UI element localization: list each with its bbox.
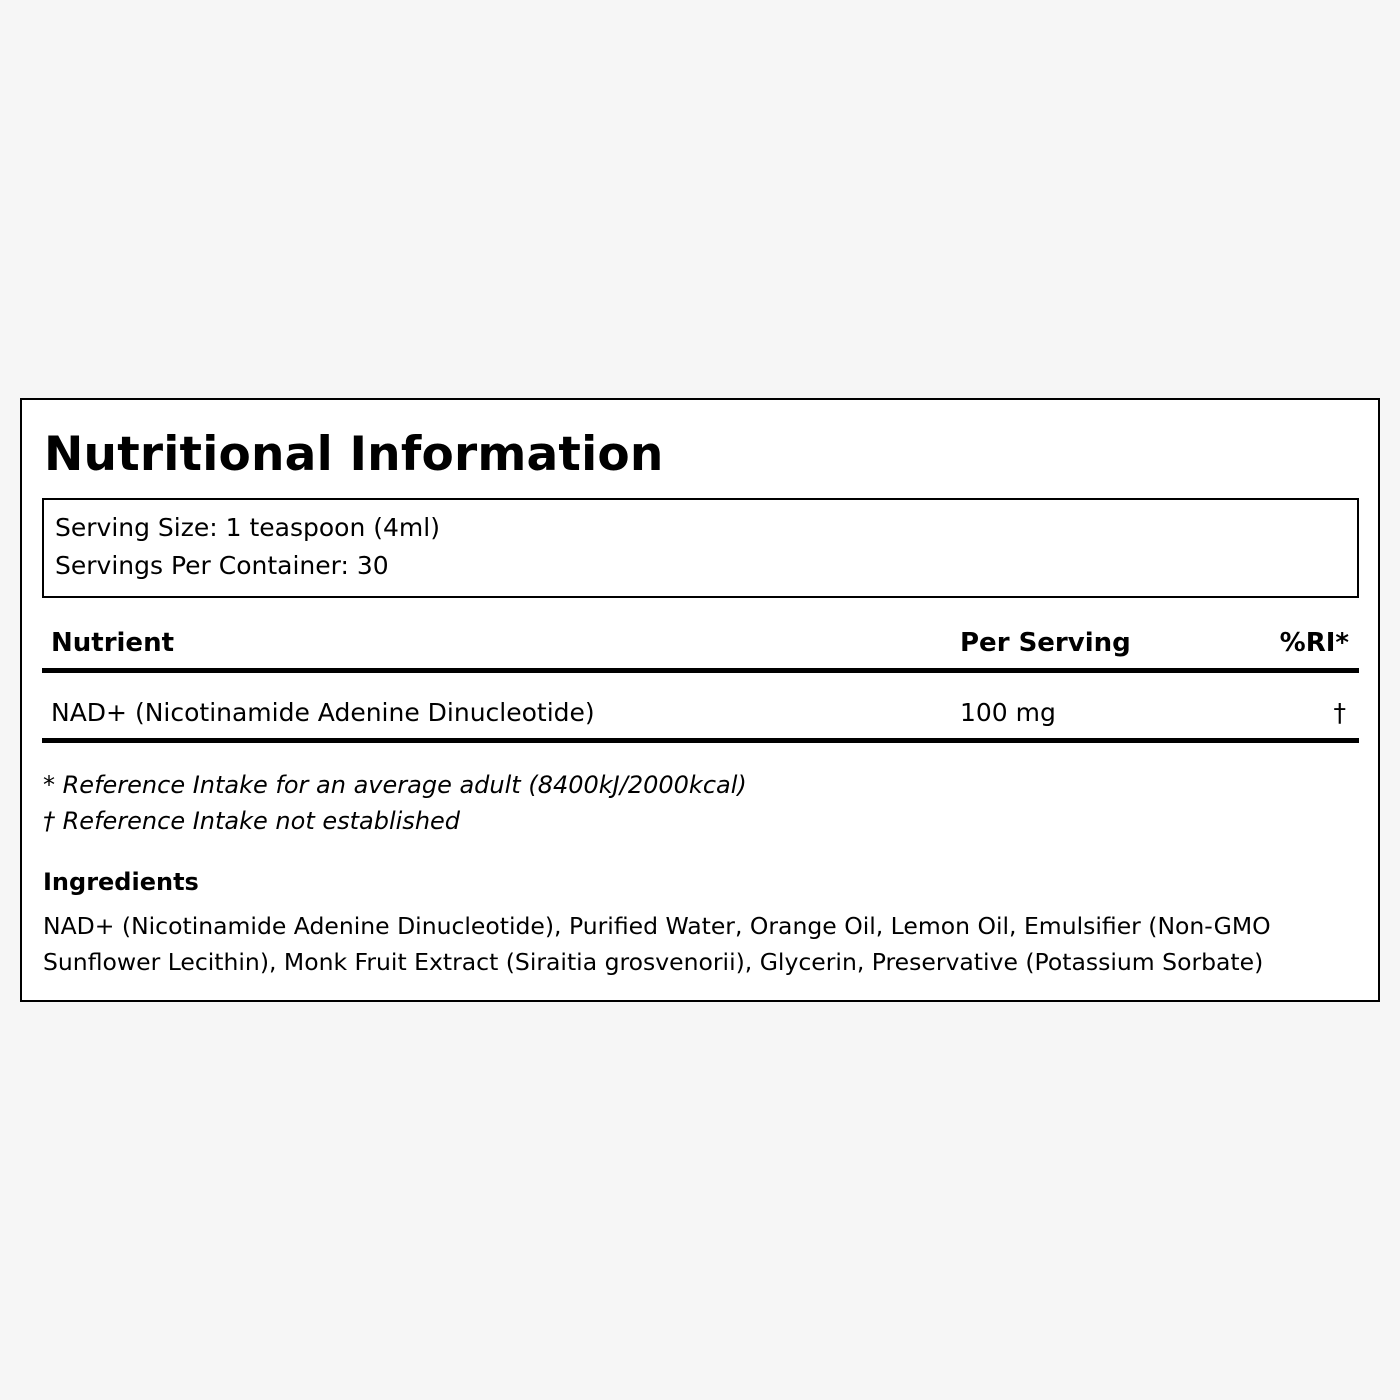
label-title: Nutritional Information [44, 427, 664, 482]
table-bottom-divider [42, 738, 1359, 743]
serving-info-box [42, 498, 1359, 598]
footnote-reference-intake: * Reference Intake for an average adult (8400kJ/2000kcal) [43, 771, 747, 799]
ingredients-heading: Ingredients [43, 868, 199, 896]
servings-per-container: Servings Per Container: 30 [55, 551, 389, 580]
nutrient-amount: 100 mg [960, 698, 1056, 727]
nutrient-name: NAD+ (Nicotinamide Adenine Dinucleotide) [51, 698, 595, 727]
column-header-ri: %RI* [1279, 628, 1349, 658]
nutrient-ri: † [1333, 698, 1346, 727]
column-header-per-serving: Per Serving [960, 628, 1131, 658]
serving-size: Serving Size: 1 teaspoon (4ml) [55, 513, 440, 542]
ingredients-list: NAD+ (Nicotinamide Adenine Dinucleotide), Purified Water, Orange Oil, Lemon Oil, Emulsifier (Non-GMO Sunflower Lecithin), Monk Fruit Extract (Siraitia grosvenorii), Glycerin, Preservative (Potassium Sorbate) [43, 912, 1271, 976]
column-header-nutrient: Nutrient [51, 628, 175, 658]
nutrition-label-panel [20, 398, 1380, 1002]
header-divider [42, 668, 1359, 673]
footnote-not-established: † Reference Intake not established [43, 807, 461, 835]
